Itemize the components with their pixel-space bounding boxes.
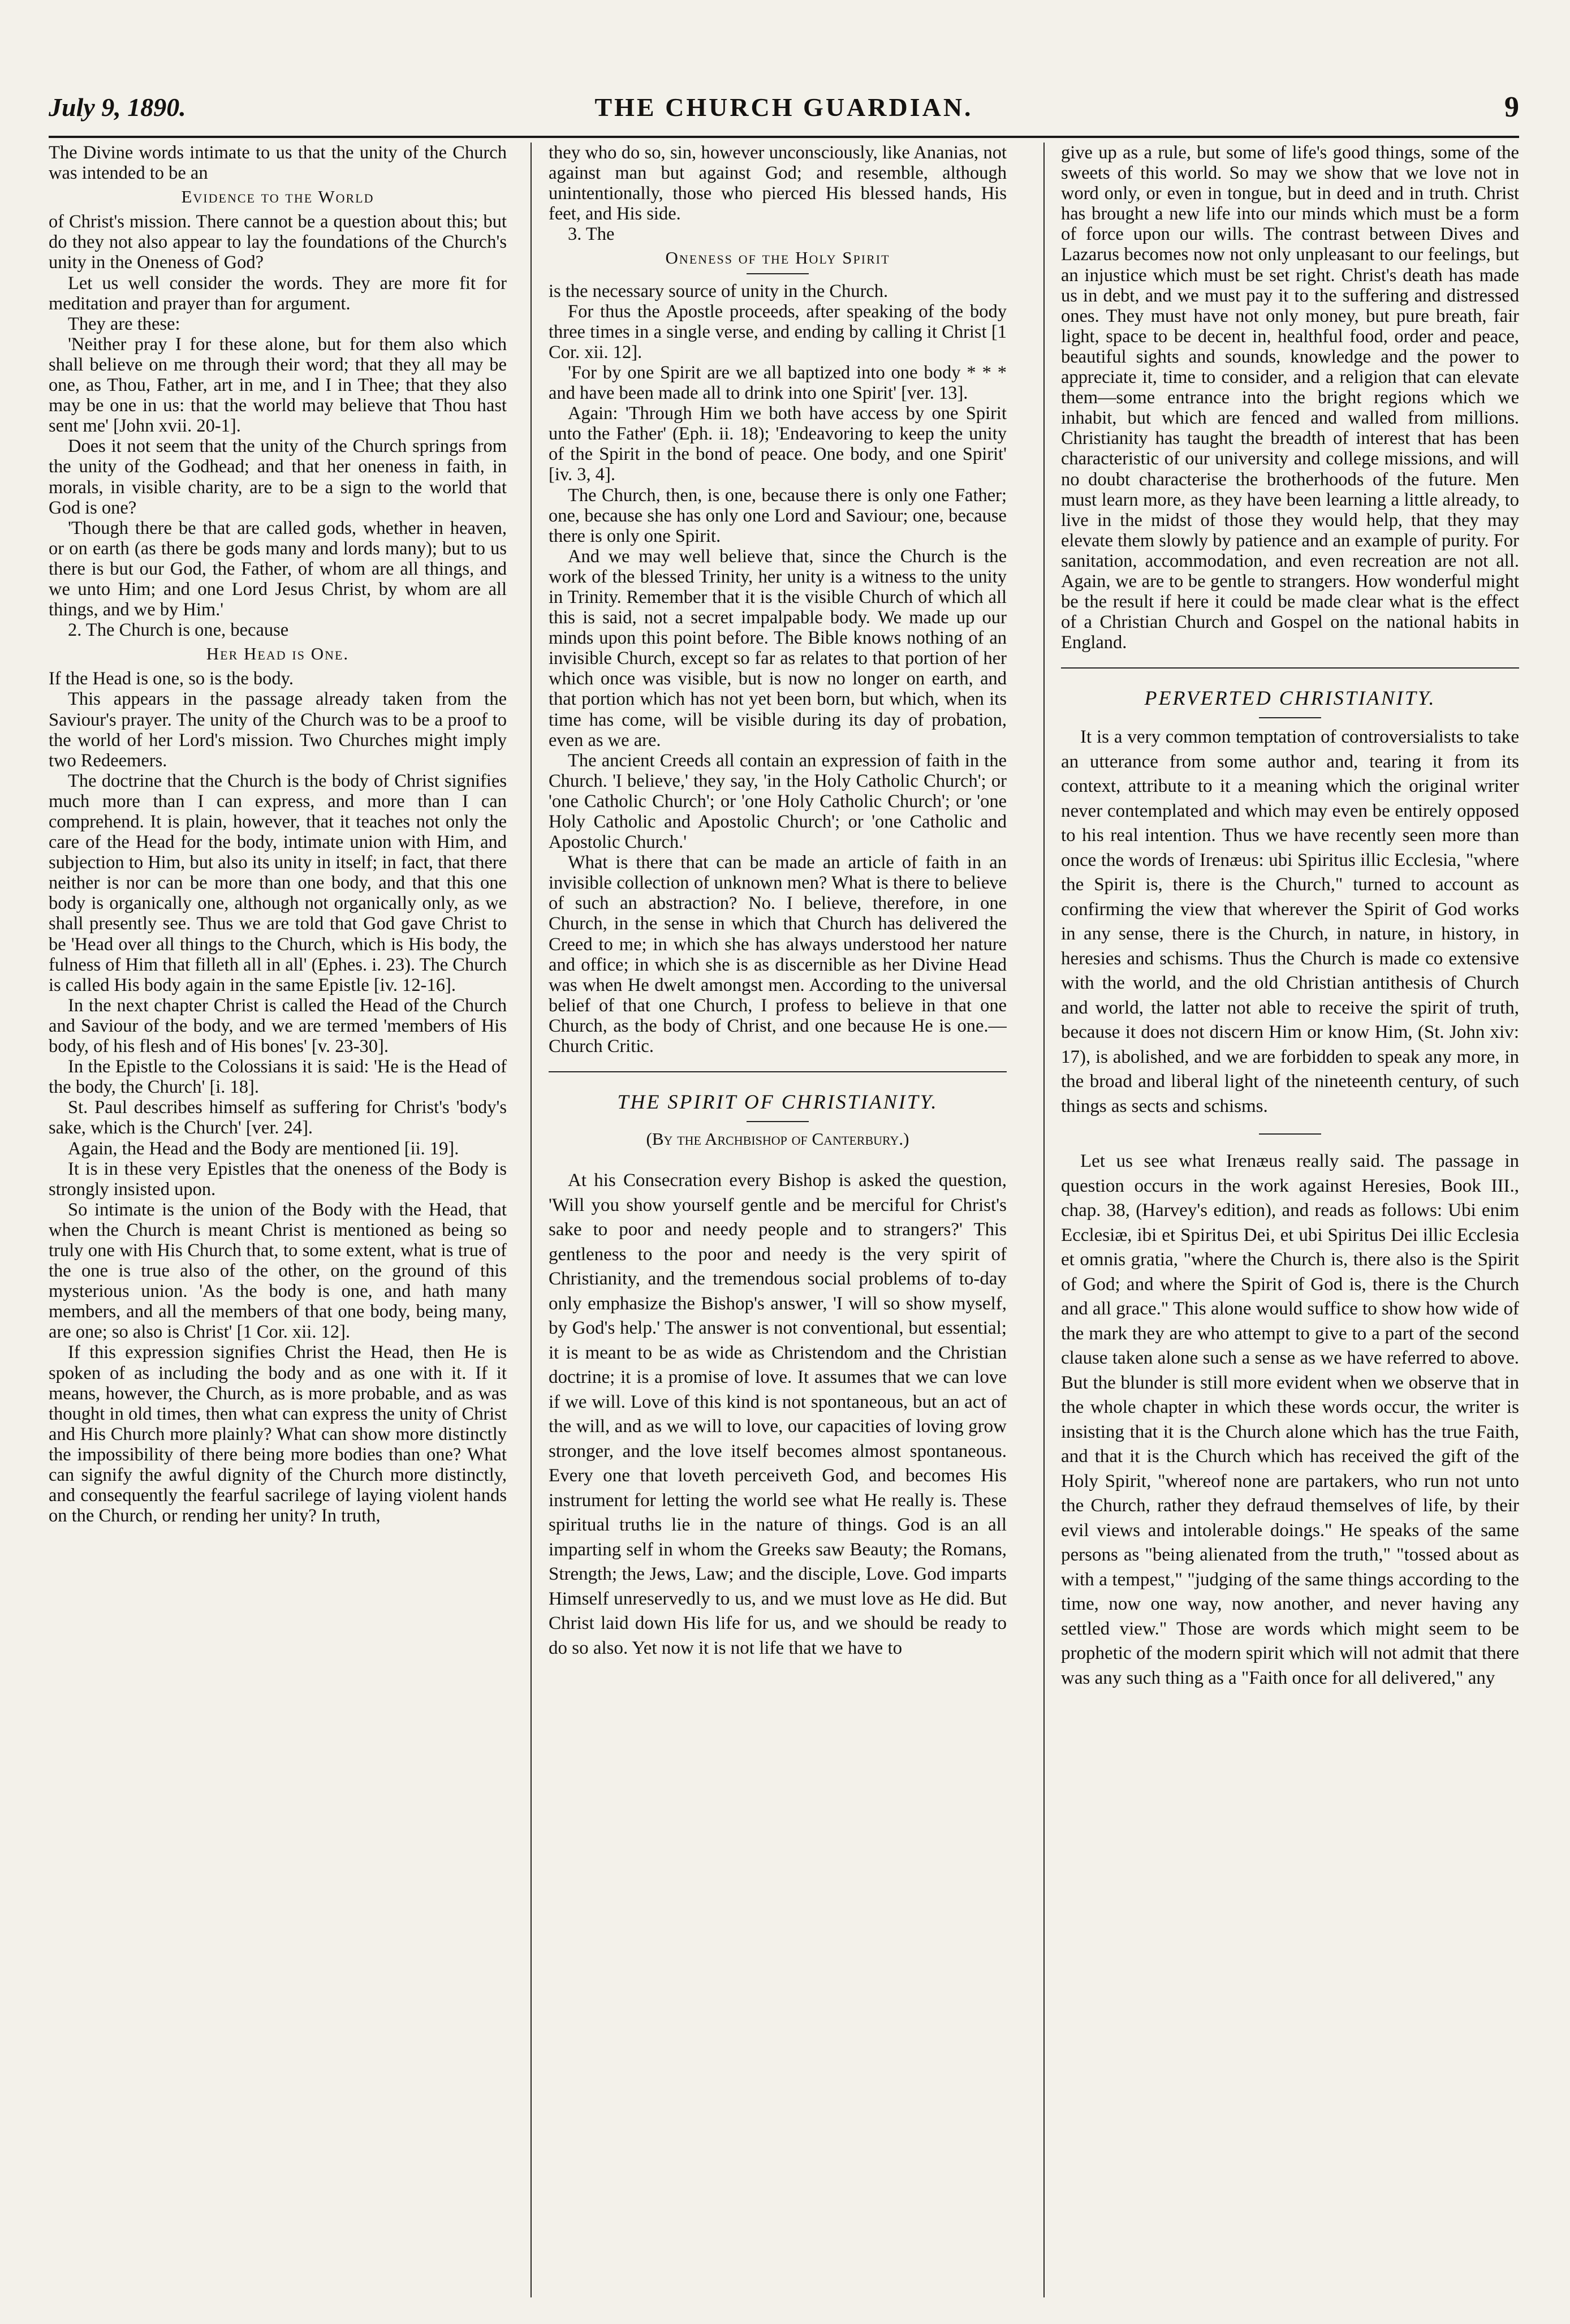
paragraph: they who do so, sin, however unconsciously, like Ananias, not against man but against God; and resemble, although unintentionally, those who pierced His blessed hands, His feet, and His side. [549, 143, 1007, 225]
subheading-rule [747, 273, 809, 274]
subheading-evidence: Evidence to the World [181, 187, 374, 207]
paragraph: 3. The [568, 224, 615, 245]
paragraph: If the Head is one, so is the body. [49, 669, 294, 689]
paragraph: So intimate is the union of the Body with the Head, that when the Church is meant Christ is mentioned as being so truly one with His Church that, to some extent, what is true of the one is true also of the other, on the ground of this mysterious union. 'As the body is one, and hath many members, and all the members of that one body, being many, are one; so also is Christ' [1 Cor. xii. 12]. [49, 1199, 507, 1343]
subheading-head: Her Head is One. [206, 644, 350, 664]
page-number: 9 [1504, 91, 1519, 123]
article-title-perverted: PERVERTED CHRISTIANITY. [1144, 687, 1436, 710]
paragraph: Does it not seem that the unity of the Church springs from the unity of the Godhead; and that her oneness in faith, in morals, in visible charity, are to be a sign to the world that God is one? [49, 436, 507, 518]
paragraph: For thus the Apostle proceeds, after speaking of the body three times in a single verse, and ending by calling it Christ [1 Cor. xii. 12]. [549, 301, 1007, 363]
column-1 [49, 143, 507, 2297]
column-3 [1061, 143, 1519, 2297]
article-divider [549, 1071, 1007, 1072]
paragraph: What is there that can be made an article of faith in an invisible collection of unknown men? What is there to believe of such an abstraction? No. I believe, therefore, in one Church, in the sense in which that Church has delivered the Creed to me; in which she has always understood her nature and office; in which she is as discernible as her Divine Head was when He dwelt amongst men. According to the universal belief of that one Church, I profess to believe in that one Church, as the body of Christ, and one because He is one.—Church Critic. [549, 852, 1007, 1057]
article-divider [1061, 667, 1519, 669]
paragraph: St. Paul describes himself as suffering for Christ's 'body's sake, which is the Church' [ver. 24]. [49, 1097, 507, 1139]
paragraph: In the Epistle to the Colossians it is said: 'He is the Head of the body, the Church' [i. 18]. [49, 1057, 507, 1098]
paragraph: Again, the Head and the Body are mentioned [ii. 19]. [68, 1138, 459, 1159]
paragraph: 2. The Church is one, because [68, 620, 289, 641]
paragraph: 'Neither pray I for these alone, but for them also which shall believe on me through their word; that they all may be one, as Thou, Father, art in me, and I in Thee; that they also may be one in us: that the world may believe that Thou hast sent me' [John xvii. 20-1]. [49, 334, 507, 437]
column-2 [549, 143, 1007, 2297]
paragraph: They are these: [68, 313, 180, 334]
masthead [49, 85, 1519, 138]
paragraph: of Christ's mission. There cannot be a question about this; but do they not also appear to lay the foundations of the Church's unity in the Oneness of God? [49, 212, 507, 273]
paragraph: 'For by one Spirit are we all baptized into one body * * * and have been made all to drink into one Spirit' [ver. 13]. [549, 362, 1007, 404]
subheading-oneness: Oneness of the Holy Spirit [665, 248, 890, 268]
paragraph: At his Consecration every Bishop is asked the question, 'Will you show yourself gentle and be merciful for Christ's sake to poor and needy people and to strangers?' This gentleness to the poor and needy is the very spirit of Christianity, and the tremendous social problems of to-day only emphasize the Bishop's answer, 'I will so show myself, by God's help.' The answer is not conventional, but essential; it is meant to be as wide as Christendom and the Christian doctrine; it is a promise of love. It assumes that we can love if we will. Love of this kind is not spontaneous, but an act of the will, and as we will to love, our capacities of loving grow stronger, and the love itself becomes almost spontaneous. Every one that loveth perceiveth God, and becomes His instrument for letting the world see what He really is. These spiritual truths lie in the nature of things. God is an all imparting self in whom the Greeks saw Beauty; the Romans, Strength; the Jews, Law; and the disciple, Love. God imparts Himself unreservedly to us, and we must love as He did. But Christ laid down His life for us, and we should be ready to do so also. Yet now it is not life that we have to [549, 1170, 1007, 1658]
title-rule [747, 1121, 809, 1122]
paragraph: 'Though there be that are called gods, whether in heaven, or on earth (as there be gods many and lords many); but to us there is but our God, the Father, of whom are all things, and we unto Him; and one Lord Jesus Christ, by whom are all things, and we by Him.' [49, 518, 507, 620]
section-rule [1259, 1133, 1321, 1135]
paragraph: In the next chapter Christ is called the Head of the Church and Saviour of the body, and we are termed 'members of His body, of his flesh and of His bones' [v. 23-30]. [49, 995, 507, 1057]
paragraph: Again: 'Through Him we both have access by one Spirit unto the Father' (Eph. ii. 18); 'Endeavoring to keep the unity of the Spirit in the bond of peace. One body, and one Spirit' [iv. 3, 4]. [549, 403, 1007, 485]
newspaper-title: THE CHURCH GUARDIAN. [594, 93, 973, 122]
byline: (By the Archbishop of Canterbury.) [646, 1129, 909, 1149]
paragraph: This appears in the passage already taken from the Saviour's prayer. The unity of the Church was to be a proof to the world of her Lord's mission. Two Churches might imply two Redeemers. [49, 689, 507, 771]
paragraph: The Church, then, is one, because there is only one Father; one, because she has only one Lord and Saviour; one, because there is only one Spirit. [549, 485, 1007, 546]
paragraph: is the necessary source of unity in the Church. [549, 281, 888, 301]
paragraph: If this expression signifies Christ the Head, then He is spoken of as including the body and as one with it. If it means, however, the Church, as is more probable, and as was thought in old times, then what can express the unity of Christ and His Church more plainly? What can show more distinctly the impossibility of there being more bodies than one? What can signify the awful dignity of the Church more distinctly, and consequently the fearful sacrilege of laying violent hands on the Church, or rending her unity? In truth, [49, 1342, 507, 1527]
paragraph: give up as a rule, but some of life's good things, some of the sweets of this world. So may we show that we love not in word only, or even in tongue, but in deed and in truth. Christ has brought a new life into our minds which must be a form of force upon our wills. The contrast between Dives and Lazarus becomes now not only unpleasant to our feelings, but an injustice which must be set right. Christ's death has made us in debt, and we must pay it to the suffering and distressed ones. They must have not only money, but pure breath, fair light, space to be decent in, healthful food, order and peace, beautiful sights and sounds, knowledge and the power to appreciate it, time to consider, and a religion that can elevate them—some entrance into the bright regions which we inhabit, but which are fenced and walled from millions. Christianity has taught the breadth of interest that has been characteristic of our university and college missions, and will no doubt characterise the brotherhoods of the future. Men must learn more, as they have been learning a little already, to live in the midst of those they would help, that they may elevate them slowly by patience and an example of purity. For sanitation, accommodation, and even recreation are not all. Again, we are to be gentle to strangers. How wonderful might be the result if here it could be made clear what is the effect of a Christian Church and Gospel on the national habits in England. [1061, 143, 1519, 653]
paragraph: It is a very common temptation of controversialists to take an utterance from some author and, tearing it from its context, attribute to it a meaning which the original writer never contemplated and which may even be entirely opposed to his real intention. Thus we have recently seen more than once the words of Irenæus: ubi Spiritus illic Ecclesia, "where the Spirit is, there is the Church," turned to account as confirming the view that wherever the Spirit of God works in any sense, there is the Church, in nature, in history, in heresies and schisms. Thus the Church is made co extensive with the world, and the old Christian antithesis of Church and world, the latter not able to receive the spirit of truth, because it does not discern Him or know Him, (St. John xiv: 17), is abolished, and we are forbidden to speak any more, in the broad and liberal light of the nineteenth century, of such things as sects and schisms. [1061, 727, 1519, 1116]
paragraph: It is in these very Epistles that the oneness of the Body is strongly insisted upon. [49, 1158, 507, 1200]
paragraph: The doctrine that the Church is the body of Christ signifies much more than I can express, and more than I can comprehend. It is plain, however, that it teaches not only the care of the Head for the body, intimate union with Him, and subjection to Him, but also its unity in itself; in fact, that there neither is nor can be more than one body, and that this one body is organically one, although not organically only, as we shall presently see. Thus we are told that God gave Christ to be 'Head over all things to the Church, which is His body, the fulness of Him that filleth all in all' (Ephes. i. 23). The Church is called His body again in the same Epistle [iv. 12-16]. [49, 770, 507, 995]
column-rule-1 [530, 143, 532, 2297]
title-rule [1259, 717, 1321, 718]
paragraph: And we may well believe that, since the Church is the work of the blessed Trinity, her unity is a witness to the unity in Trinity. Remember that it is the visible Church of which all this is said, not a secret impalpable body. We made up our minds upon this point before. The Bible knows nothing of an invisible Church, except so far as relates to that portion of her which once was visible, but is now no longer on earth, and that portion which has not yet been born, but which, when its time has come, will be visible during its day of probation, even as we are. [549, 546, 1007, 751]
issue-date: July 9, 1890. [49, 93, 186, 122]
paragraph: Let us well consider the words. They are more fit for meditation and prayer than for argument. [49, 273, 507, 314]
paragraph: Let us see what Irenæus really said. The passage in question occurs in the work against Heresies, Book III., chap. 38, (Harvey's edition), and reads as follows: Ubi enim Ecclesiæ, ibi et Spiritus Dei, et ubi Spiritus Dei illic Ecclesia et omnis gratia, "where the Church is, there also is the Spirit of God; and where the Spirit of God is, there is the Church and all grace." This alone would suffice to show how wide of the mark they are who attempt to give to a part of the second clause taken alone such a sense as we have referred to above. But the blunder is still more evident when we observe that in the whole chapter in which these words occur, the writer is insisting that it is the Church alone which has the true Faith, and that it is the Church which has received the gift of the Holy Spirit, "whereof none are partakers, who run not unto the Church, rather they defraud themselves of life, by their evil views and intolerable doings." He speaks of the same persons as "being alienated from the truth," "tossed about as with a tempest," "judging of the same things according to the time, now one way, now another, and never having any settled view." Those are words which might seem to be prophetic of the modern spirit which will not admit that there was any such thing as a "Faith once for all delivered," any [1061, 1151, 1519, 1688]
article-title-spirit: THE SPIRIT OF CHRISTIANITY. [617, 1090, 938, 1114]
column-rule-2 [1043, 143, 1045, 2297]
paragraph: The Divine words intimate to us that the unity of the Church was intended to be an [49, 143, 507, 184]
paragraph: The ancient Creeds all contain an expression of faith in the Church. 'I believe,' they say, 'in the Holy Catholic Church'; or 'one Catholic Church'; or 'one Holy Catholic Church'; or 'one Holy Catholic and Apostolic Church'; or 'one Catholic and Apostolic Church.' [549, 750, 1007, 853]
